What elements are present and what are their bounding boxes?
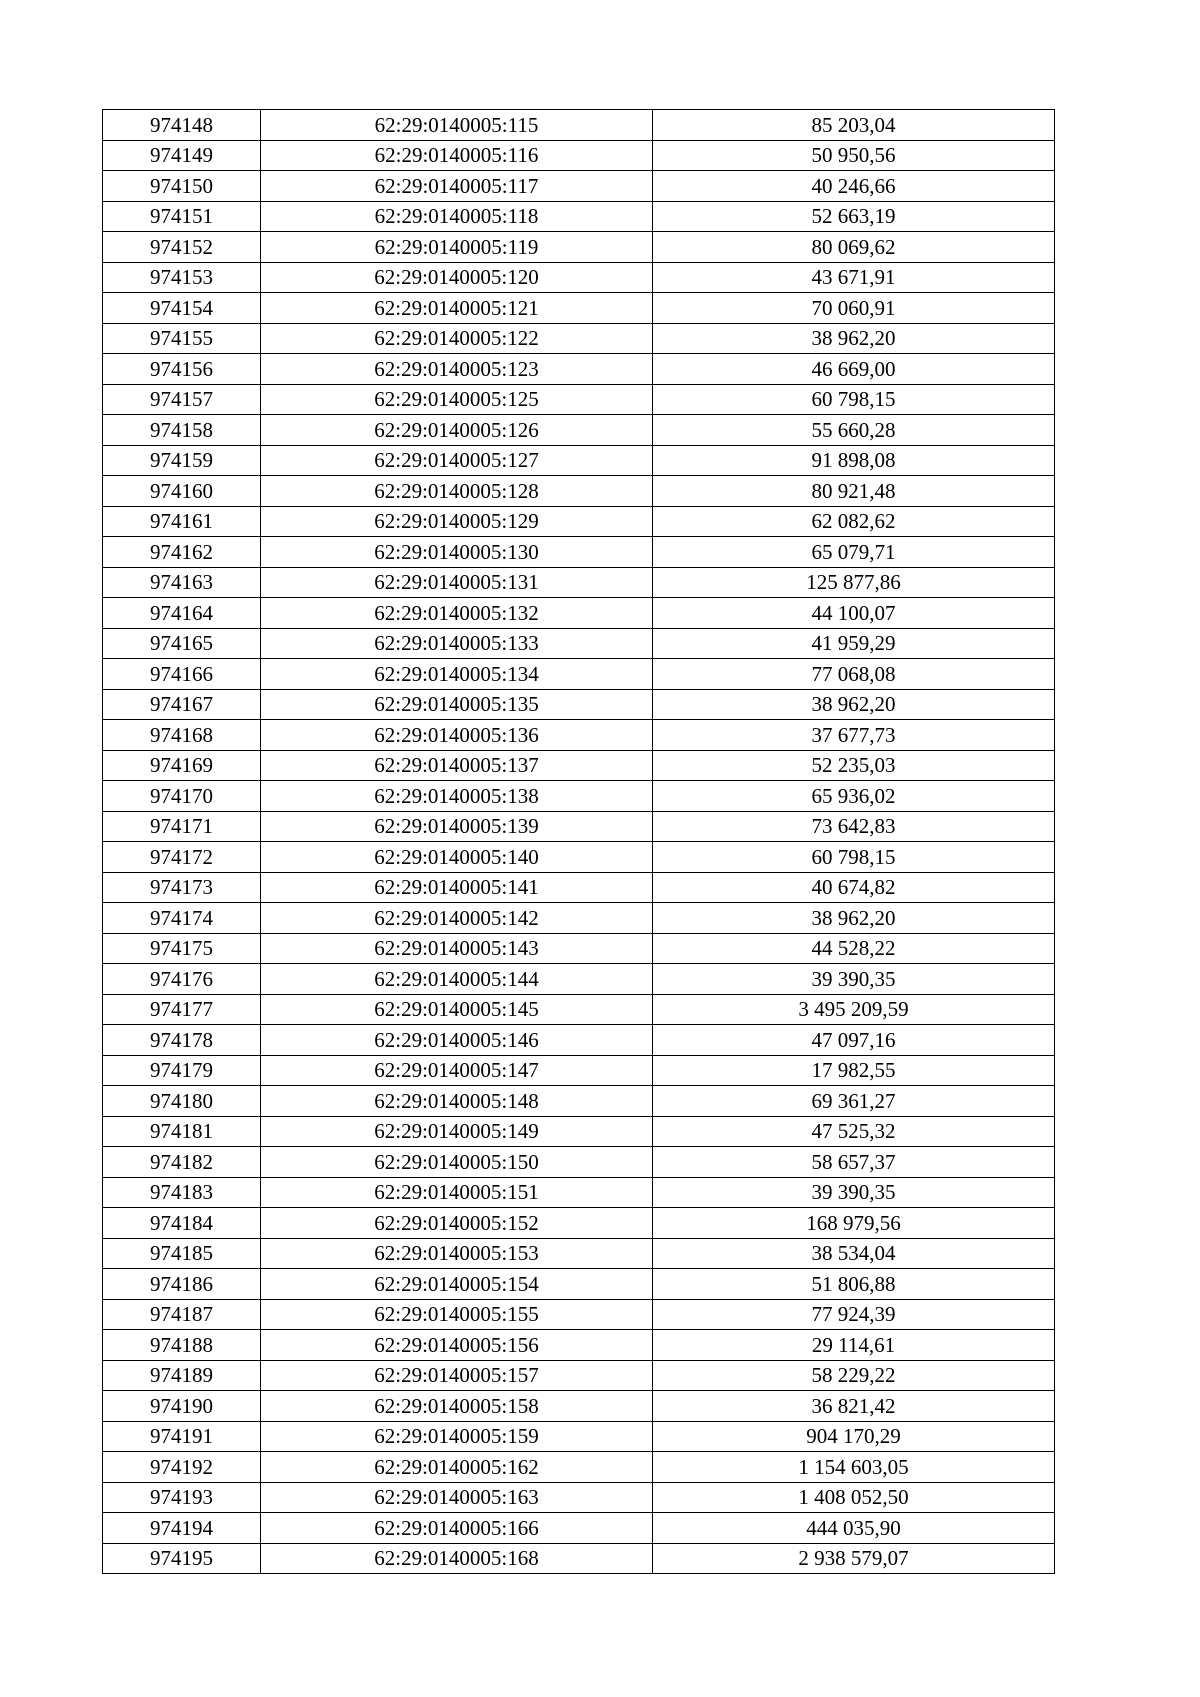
table-row <box>103 689 1055 720</box>
cadastral-value-cell: 44 100,07 <box>653 598 1055 629</box>
table-row <box>103 781 1055 812</box>
row-number-cell: 974172 <box>103 842 261 873</box>
table-row <box>103 262 1055 293</box>
cadastral-number-cell: 62:29:0140005:158 <box>261 1391 653 1422</box>
table-row <box>103 842 1055 873</box>
cadastral-value-cell: 77 068,08 <box>653 659 1055 690</box>
cadastral-number-cell: 62:29:0140005:151 <box>261 1177 653 1208</box>
cadastral-value-cell: 38 534,04 <box>653 1238 1055 1269</box>
row-number-cell: 974156 <box>103 354 261 385</box>
cadastral-number-cell: 62:29:0140005:133 <box>261 628 653 659</box>
cadastral-number-cell: 62:29:0140005:154 <box>261 1269 653 1300</box>
cadastral-value-cell: 65 936,02 <box>653 781 1055 812</box>
cadastral-value-cell: 38 962,20 <box>653 903 1055 934</box>
table-row <box>103 140 1055 171</box>
row-number-cell: 974169 <box>103 750 261 781</box>
table-row <box>103 1238 1055 1269</box>
row-number-cell: 974149 <box>103 140 261 171</box>
row-number-cell: 974176 <box>103 964 261 995</box>
cadastral-number-cell: 62:29:0140005:146 <box>261 1025 653 1056</box>
cadastral-value-cell: 29 114,61 <box>653 1330 1055 1361</box>
row-number-cell: 974166 <box>103 659 261 690</box>
cadastral-value-cell: 36 821,42 <box>653 1391 1055 1422</box>
cadastral-value-cell: 91 898,08 <box>653 445 1055 476</box>
cadastral-value-cell: 41 959,29 <box>653 628 1055 659</box>
row-number-cell: 974157 <box>103 384 261 415</box>
row-number-cell: 974187 <box>103 1299 261 1330</box>
cadastral-value-cell: 55 660,28 <box>653 415 1055 446</box>
table-row <box>103 903 1055 934</box>
row-number-cell: 974185 <box>103 1238 261 1269</box>
cadastral-number-cell: 62:29:0140005:135 <box>261 689 653 720</box>
row-number-cell: 974153 <box>103 262 261 293</box>
cadastral-number-cell: 62:29:0140005:140 <box>261 842 653 873</box>
table-row <box>103 537 1055 568</box>
row-number-cell: 974184 <box>103 1208 261 1239</box>
row-number-cell: 974154 <box>103 293 261 324</box>
cadastral-number-cell: 62:29:0140005:121 <box>261 293 653 324</box>
cadastral-number-cell: 62:29:0140005:130 <box>261 537 653 568</box>
table-row <box>103 293 1055 324</box>
table-row <box>103 598 1055 629</box>
table-row <box>103 354 1055 385</box>
cadastral-value-table <box>102 109 1055 1574</box>
cadastral-number-cell: 62:29:0140005:147 <box>261 1055 653 1086</box>
cadastral-number-cell: 62:29:0140005:143 <box>261 933 653 964</box>
table-row <box>103 445 1055 476</box>
table-row <box>103 1086 1055 1117</box>
table-row <box>103 567 1055 598</box>
cadastral-value-cell: 17 982,55 <box>653 1055 1055 1086</box>
cadastral-number-cell: 62:29:0140005:156 <box>261 1330 653 1361</box>
cadastral-number-cell: 62:29:0140005:138 <box>261 781 653 812</box>
row-number-cell: 974183 <box>103 1177 261 1208</box>
table-row <box>103 1177 1055 1208</box>
table-row <box>103 232 1055 263</box>
table-row <box>103 506 1055 537</box>
cadastral-value-cell: 2 938 579,07 <box>653 1543 1055 1574</box>
cadastral-value-cell: 62 082,62 <box>653 506 1055 537</box>
row-number-cell: 974167 <box>103 689 261 720</box>
row-number-cell: 974193 <box>103 1482 261 1513</box>
cadastral-number-cell: 62:29:0140005:118 <box>261 201 653 232</box>
cadastral-value-cell: 65 079,71 <box>653 537 1055 568</box>
cadastral-value-cell: 1 408 052,50 <box>653 1482 1055 1513</box>
cadastral-value-cell: 58 657,37 <box>653 1147 1055 1178</box>
cadastral-value-cell: 80 921,48 <box>653 476 1055 507</box>
table-row <box>103 964 1055 995</box>
row-number-cell: 974178 <box>103 1025 261 1056</box>
row-number-cell: 974151 <box>103 201 261 232</box>
table-row <box>103 1421 1055 1452</box>
table-row <box>103 171 1055 202</box>
table-row <box>103 415 1055 446</box>
table-row <box>103 1360 1055 1391</box>
cadastral-number-cell: 62:29:0140005:149 <box>261 1116 653 1147</box>
table-row <box>103 628 1055 659</box>
row-number-cell: 974179 <box>103 1055 261 1086</box>
cadastral-number-cell: 62:29:0140005:128 <box>261 476 653 507</box>
row-number-cell: 974192 <box>103 1452 261 1483</box>
row-number-cell: 974174 <box>103 903 261 934</box>
table-row <box>103 933 1055 964</box>
table-row <box>103 1055 1055 1086</box>
table-body <box>103 110 1055 1574</box>
cadastral-value-cell: 1 154 603,05 <box>653 1452 1055 1483</box>
cadastral-value-cell: 58 229,22 <box>653 1360 1055 1391</box>
row-number-cell: 974170 <box>103 781 261 812</box>
cadastral-value-cell: 38 962,20 <box>653 689 1055 720</box>
table-row <box>103 1025 1055 1056</box>
row-number-cell: 974152 <box>103 232 261 263</box>
cadastral-number-cell: 62:29:0140005:136 <box>261 720 653 751</box>
cadastral-value-cell: 125 877,86 <box>653 567 1055 598</box>
row-number-cell: 974190 <box>103 1391 261 1422</box>
cadastral-number-cell: 62:29:0140005:144 <box>261 964 653 995</box>
cadastral-value-cell: 70 060,91 <box>653 293 1055 324</box>
row-number-cell: 974182 <box>103 1147 261 1178</box>
cadastral-value-cell: 46 669,00 <box>653 354 1055 385</box>
cadastral-number-cell: 62:29:0140005:148 <box>261 1086 653 1117</box>
cadastral-number-cell: 62:29:0140005:132 <box>261 598 653 629</box>
cadastral-number-cell: 62:29:0140005:131 <box>261 567 653 598</box>
table-row <box>103 384 1055 415</box>
table-row <box>103 1513 1055 1544</box>
cadastral-value-cell: 51 806,88 <box>653 1269 1055 1300</box>
table-row <box>103 323 1055 354</box>
cadastral-number-cell: 62:29:0140005:142 <box>261 903 653 934</box>
cadastral-number-cell: 62:29:0140005:117 <box>261 171 653 202</box>
cadastral-value-cell: 69 361,27 <box>653 1086 1055 1117</box>
cadastral-number-cell: 62:29:0140005:152 <box>261 1208 653 1239</box>
row-number-cell: 974173 <box>103 872 261 903</box>
row-number-cell: 974162 <box>103 537 261 568</box>
row-number-cell: 974195 <box>103 1543 261 1574</box>
cadastral-number-cell: 62:29:0140005:127 <box>261 445 653 476</box>
cadastral-number-cell: 62:29:0140005:166 <box>261 1513 653 1544</box>
cadastral-value-cell: 168 979,56 <box>653 1208 1055 1239</box>
row-number-cell: 974180 <box>103 1086 261 1117</box>
table-row <box>103 1330 1055 1361</box>
table-row <box>103 110 1055 141</box>
row-number-cell: 974160 <box>103 476 261 507</box>
cadastral-value-cell: 47 097,16 <box>653 1025 1055 1056</box>
cadastral-number-cell: 62:29:0140005:153 <box>261 1238 653 1269</box>
cadastral-value-cell: 47 525,32 <box>653 1116 1055 1147</box>
cadastral-number-cell: 62:29:0140005:159 <box>261 1421 653 1452</box>
row-number-cell: 974191 <box>103 1421 261 1452</box>
table-row <box>103 1299 1055 1330</box>
row-number-cell: 974155 <box>103 323 261 354</box>
row-number-cell: 974186 <box>103 1269 261 1300</box>
table-row <box>103 1482 1055 1513</box>
row-number-cell: 974158 <box>103 415 261 446</box>
cadastral-value-cell: 60 798,15 <box>653 384 1055 415</box>
cadastral-number-cell: 62:29:0140005:145 <box>261 994 653 1025</box>
row-number-cell: 974148 <box>103 110 261 141</box>
cadastral-number-cell: 62:29:0140005:163 <box>261 1482 653 1513</box>
row-number-cell: 974171 <box>103 811 261 842</box>
cadastral-number-cell: 62:29:0140005:134 <box>261 659 653 690</box>
table-row <box>103 994 1055 1025</box>
row-number-cell: 974159 <box>103 445 261 476</box>
row-number-cell: 974163 <box>103 567 261 598</box>
cadastral-value-cell: 40 246,66 <box>653 171 1055 202</box>
cadastral-number-cell: 62:29:0140005:139 <box>261 811 653 842</box>
table-row <box>103 1147 1055 1178</box>
cadastral-value-cell: 37 677,73 <box>653 720 1055 751</box>
row-number-cell: 974168 <box>103 720 261 751</box>
cadastral-value-cell: 40 674,82 <box>653 872 1055 903</box>
cadastral-value-cell: 73 642,83 <box>653 811 1055 842</box>
table-row <box>103 1269 1055 1300</box>
row-number-cell: 974175 <box>103 933 261 964</box>
cadastral-value-cell: 80 069,62 <box>653 232 1055 263</box>
cadastral-number-cell: 62:29:0140005:150 <box>261 1147 653 1178</box>
cadastral-number-cell: 62:29:0140005:162 <box>261 1452 653 1483</box>
cadastral-value-cell: 444 035,90 <box>653 1513 1055 1544</box>
row-number-cell: 974164 <box>103 598 261 629</box>
cadastral-number-cell: 62:29:0140005:119 <box>261 232 653 263</box>
cadastral-number-cell: 62:29:0140005:137 <box>261 750 653 781</box>
row-number-cell: 974189 <box>103 1360 261 1391</box>
cadastral-value-cell: 904 170,29 <box>653 1421 1055 1452</box>
cadastral-number-cell: 62:29:0140005:122 <box>261 323 653 354</box>
row-number-cell: 974165 <box>103 628 261 659</box>
cadastral-number-cell: 62:29:0140005:125 <box>261 384 653 415</box>
cadastral-number-cell: 62:29:0140005:157 <box>261 1360 653 1391</box>
cadastral-number-cell: 62:29:0140005:141 <box>261 872 653 903</box>
cadastral-value-cell: 3 495 209,59 <box>653 994 1055 1025</box>
cadastral-number-cell: 62:29:0140005:129 <box>261 506 653 537</box>
cadastral-value-cell: 77 924,39 <box>653 1299 1055 1330</box>
cadastral-value-cell: 52 663,19 <box>653 201 1055 232</box>
cadastral-value-cell: 43 671,91 <box>653 262 1055 293</box>
table-row <box>103 872 1055 903</box>
table-row <box>103 476 1055 507</box>
row-number-cell: 974194 <box>103 1513 261 1544</box>
table-row <box>103 659 1055 690</box>
cadastral-value-cell: 39 390,35 <box>653 964 1055 995</box>
cadastral-number-cell: 62:29:0140005:120 <box>261 262 653 293</box>
cadastral-number-cell: 62:29:0140005:123 <box>261 354 653 385</box>
cadastral-value-cell: 44 528,22 <box>653 933 1055 964</box>
cadastral-number-cell: 62:29:0140005:116 <box>261 140 653 171</box>
cadastral-number-cell: 62:29:0140005:155 <box>261 1299 653 1330</box>
table-row <box>103 720 1055 751</box>
row-number-cell: 974188 <box>103 1330 261 1361</box>
cadastral-number-cell: 62:29:0140005:115 <box>261 110 653 141</box>
table-row <box>103 811 1055 842</box>
cadastral-value-cell: 52 235,03 <box>653 750 1055 781</box>
table-row <box>103 1543 1055 1574</box>
cadastral-number-cell: 62:29:0140005:168 <box>261 1543 653 1574</box>
table-row <box>103 201 1055 232</box>
table-row <box>103 1452 1055 1483</box>
cadastral-value-cell: 85 203,04 <box>653 110 1055 141</box>
table-row <box>103 750 1055 781</box>
table-row <box>103 1208 1055 1239</box>
cadastral-value-cell: 39 390,35 <box>653 1177 1055 1208</box>
row-number-cell: 974181 <box>103 1116 261 1147</box>
cadastral-value-cell: 50 950,56 <box>653 140 1055 171</box>
row-number-cell: 974161 <box>103 506 261 537</box>
cadastral-value-cell: 60 798,15 <box>653 842 1055 873</box>
row-number-cell: 974150 <box>103 171 261 202</box>
table-row <box>103 1116 1055 1147</box>
row-number-cell: 974177 <box>103 994 261 1025</box>
table-row <box>103 1391 1055 1422</box>
cadastral-value-cell: 38 962,20 <box>653 323 1055 354</box>
cadastral-number-cell: 62:29:0140005:126 <box>261 415 653 446</box>
